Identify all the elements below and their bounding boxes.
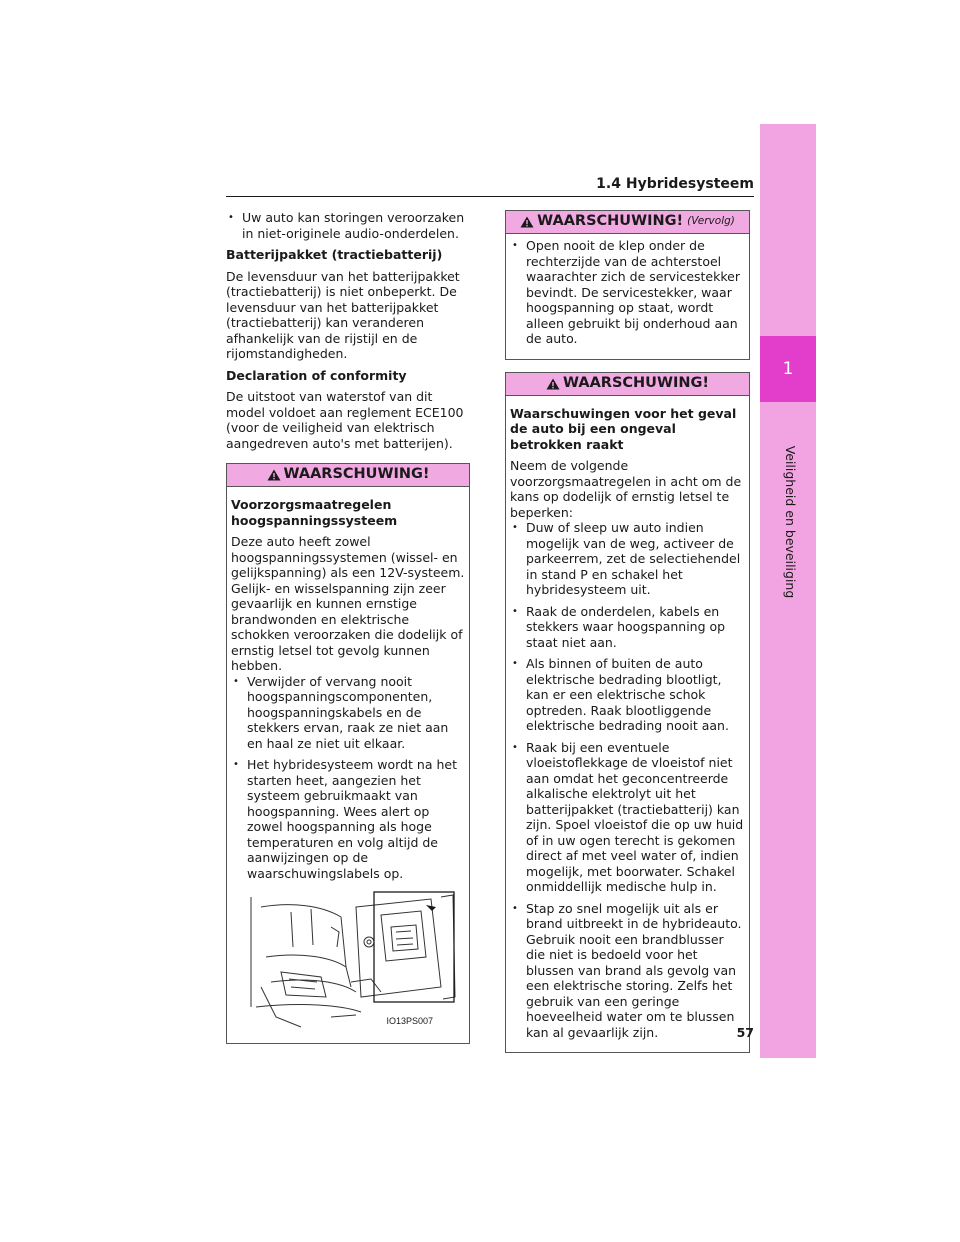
warning-triangle-icon bbox=[267, 469, 281, 481]
warning-title: WAARSCHUWING! bbox=[563, 374, 709, 391]
intro-list bbox=[226, 210, 470, 241]
conformity-paragraph: De uitstoot van waterstof van dit model voldoet aan reglement ECE100 (voor de veiligheid van elektrisch aangedreven auto's met batterijen). bbox=[226, 389, 464, 451]
warning-title: WAARSCHUWING! bbox=[283, 466, 430, 483]
warning-header bbox=[227, 464, 469, 487]
continued-label: (Vervolg) bbox=[687, 215, 735, 228]
conformity-heading: Declaration of conformity bbox=[226, 367, 407, 383]
battery-paragraph: De levensduur van het batterijpakket (tractiebatterij) is niet onbeperkt. De levensduur van het batterijpakket (tractiebatterij) kan veranderen afhankelijk van de rijstijl en de rijomstandigheden. bbox=[226, 268, 460, 361]
chapter-tab[interactable] bbox=[760, 336, 816, 402]
warning-box-continued bbox=[505, 210, 750, 360]
warning-list bbox=[231, 674, 465, 882]
warning-triangle-icon bbox=[520, 216, 534, 228]
warning-box-accident bbox=[505, 372, 750, 1054]
page-number: 57 bbox=[736, 1025, 754, 1040]
list-item: • Stap zo snel mogelijk uit als er brand uitbreekt in de hybrideauto. Gebruik nooit een brandblusser die niet is bedoeld voor het blussen van brand als gevolg van een elektrische storing. Zelfs het gebruik van een geringe hoeveelheid water om te blussen kan al gevaarlijk zijn. bbox=[510, 901, 745, 1041]
figure-label: IO13PS007 bbox=[386, 1015, 433, 1026]
list-item: • Raak de onderdelen, kabels en stekkers waar hoogspanning op staat niet aan. bbox=[510, 604, 745, 651]
warning-list bbox=[510, 238, 745, 347]
warning-body bbox=[227, 487, 469, 1043]
warning-heading: Voorzorgsmaatregelen hoogspanningssysteem bbox=[231, 497, 398, 528]
left-column bbox=[226, 210, 470, 1056]
warning-triangle-icon bbox=[546, 378, 560, 390]
warning-list bbox=[510, 520, 745, 1040]
warning-paragraph: Deze auto heeft zowel hoogspanningssystemen (wissel- en gelijkspanning) als een 12V-systeem. Gelijk- en wisselspanning zijn zeer gevaarlijk en kunnen ernstige brandwonden en elektrische schokken veroorzaken die dodelijk of ernstig letsel tot gevolg kunnen hebben. bbox=[231, 534, 465, 673]
list-item: • Uw auto kan storingen veroorzaken in niet-originele audio-onderdelen. bbox=[226, 210, 470, 241]
list-item: • Het hybridesysteem wordt na het starten heet, aangezien het systeem gebruikmaakt van hoogspanning. Wees alert op zowel hoogspanning als hoge temperaturen en volg altijd de aanwijzingen op de waarschuwingslabels op. bbox=[231, 757, 465, 881]
warning-header bbox=[506, 373, 749, 396]
warning-body bbox=[506, 234, 749, 359]
section-title: 1.4 Hybridesysteem bbox=[596, 176, 754, 192]
list-item: • Raak bij een eventuele vloeistoflekkage de vloeistof niet aan omdat het geconcentreerde alkalische elektrolyt uit het batterijpakket (tractiebatterij) kan zijn. Spoel vloeistof die op uw huid of in uw ogen terecht is gekomen direct af met veel water of, indien mogelijk, met boorwater. Schakel onmiddellijk medische hulp in. bbox=[510, 740, 745, 895]
right-column bbox=[505, 210, 750, 1065]
list-item: • Als binnen of buiten de auto elektrische bedrading blootligt, kan er een elektrische schok optreden. Raak blootliggende elektrische bedrading nooit aan. bbox=[510, 656, 745, 734]
list-item: • Open nooit de klep onder de rechterzijde van de achterstoel waarachter zich de servicestekker bevindt. De servicestekker, waar hoogspanning op staat, wordt alleen gebruikt bij onderhoud aan de auto. bbox=[510, 238, 745, 347]
warning-body bbox=[506, 396, 749, 1053]
warning-paragraph: Neem de volgende voorzorgsmaatregelen in acht om de kans op dodelijk of ernstig letsel te beperken: bbox=[510, 458, 742, 520]
list-item: • Verwijder of vervang nooit hoogspanningscomponenten, hoogspanningskabels en de stekkers ervan, raak ze niet aan en haal ze niet uit elkaar. bbox=[231, 674, 465, 752]
warning-title: WAARSCHUWING! bbox=[537, 213, 684, 230]
warning-heading: Waarschuwingen voor het geval de auto bij een ongeval betrokken raakt bbox=[510, 405, 737, 452]
warning-header bbox=[506, 211, 749, 234]
chapter-title: Veiligheid en beveiliging bbox=[783, 445, 798, 599]
chapter-number: 1 bbox=[782, 359, 794, 379]
section-header bbox=[226, 176, 754, 197]
service-plug-figure bbox=[231, 887, 465, 1037]
battery-heading: Batterijpakket (tractiebatterij) bbox=[226, 247, 443, 262]
list-item: • Duw of sleep uw auto indien mogelijk van de weg, activeer de parkeerrem, zet de selectiehendel in stand P en schakel het hybridesysteem uit. bbox=[510, 520, 745, 598]
chapter-sidebar bbox=[760, 124, 816, 1058]
warning-box-high-voltage bbox=[226, 463, 470, 1044]
